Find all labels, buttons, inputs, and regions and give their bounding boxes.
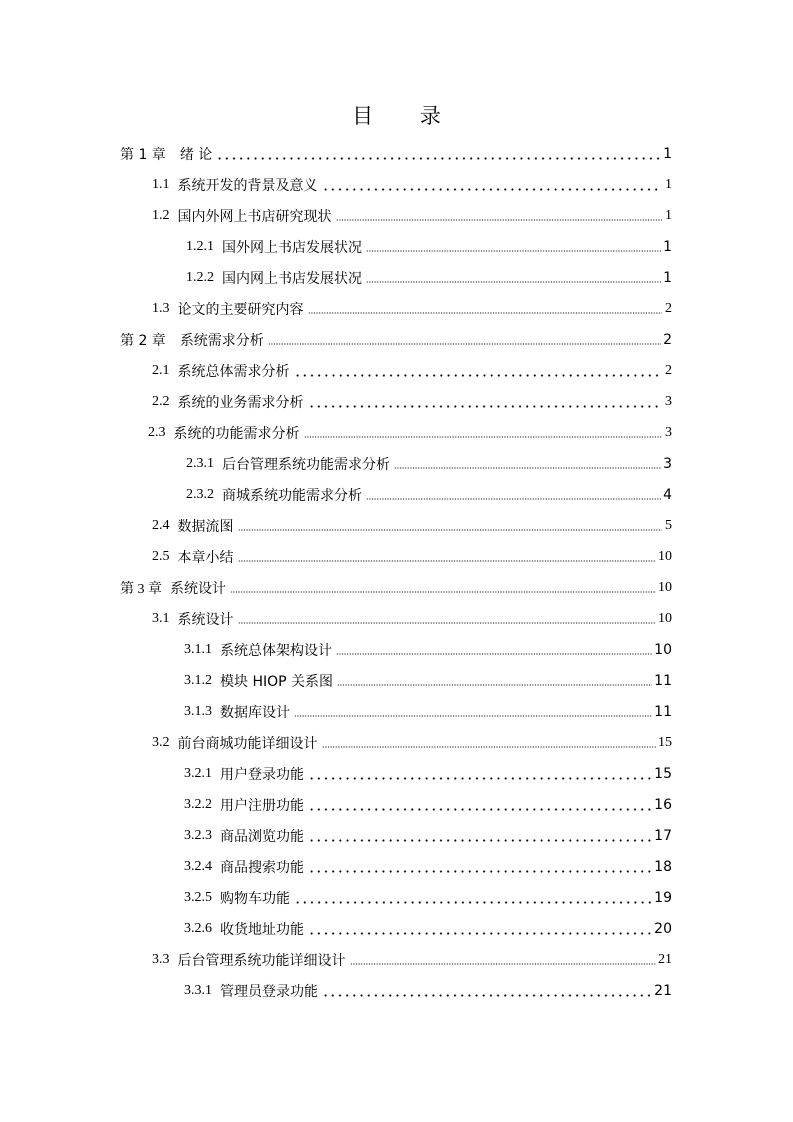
toc-leader <box>308 790 652 820</box>
toc-leader <box>308 387 663 417</box>
toc-leader <box>322 728 657 758</box>
toc-entry-2-2[interactable] <box>152 387 672 417</box>
toc-title: 模块 HIOP 关系图 <box>220 674 334 690</box>
toc-leader <box>268 325 661 355</box>
toc-leader <box>394 449 661 479</box>
toc-leader <box>366 232 661 262</box>
toc-page-number: 1 <box>663 239 672 255</box>
toc-title: 前台商城功能详细设计 <box>177 736 318 752</box>
toc-entry-3-3[interactable] <box>152 945 672 975</box>
toc-entry-2-3[interactable] <box>148 418 672 448</box>
toc-leader <box>308 759 652 789</box>
toc-leader <box>216 139 661 169</box>
toc-number: 第 3 章 <box>120 582 162 597</box>
toc-entry-2-1[interactable] <box>152 356 672 386</box>
toc-number: 2.3 <box>148 425 166 440</box>
toc-page-number: 16 <box>654 797 672 813</box>
toc-page-number: 4 <box>663 487 672 503</box>
toc-number: 2.2 <box>152 394 170 409</box>
toc-entry-2-5[interactable] <box>152 542 672 572</box>
toc-page-number: 15 <box>658 735 672 750</box>
toc-leader <box>336 201 663 231</box>
toc-title: 用户登录功能 <box>220 767 304 783</box>
toc-number: 3.1.3 <box>184 704 212 719</box>
toc-number: 1.2.2 <box>186 270 214 285</box>
toc-number: 3.2.1 <box>184 766 212 781</box>
toc-number: 3.3 <box>152 952 170 967</box>
toc-entry-3-2-2[interactable] <box>184 790 672 820</box>
toc-entry-2-3-1[interactable] <box>186 449 672 479</box>
toc-entry-3-1-2[interactable] <box>184 666 672 696</box>
toc-entry-2-3-2[interactable] <box>186 480 672 510</box>
toc-number: 2.4 <box>152 518 170 533</box>
toc-number: 2.1 <box>152 363 170 378</box>
toc-page-number: 1 <box>663 270 672 286</box>
toc-entry-chapter-2[interactable] <box>120 325 672 355</box>
toc-title: 用户注册功能 <box>220 798 304 814</box>
toc-title: 系统总体架构设计 <box>220 643 332 659</box>
toc-entry-chapter-3[interactable] <box>120 573 672 603</box>
toc-page-number: 11 <box>654 673 672 689</box>
toc-page-number: 20 <box>654 921 672 937</box>
page-title: 目 录 <box>352 104 461 128</box>
toc-title: 管理员登录功能 <box>220 984 318 1000</box>
toc-number: 3.2.2 <box>184 797 212 812</box>
toc-page-number: 15 <box>654 766 672 782</box>
toc-title: 系统开发的背景及意义 <box>177 178 318 194</box>
toc-leader <box>304 418 663 448</box>
toc-page-number: 2 <box>663 332 672 348</box>
toc-title: 商品浏览功能 <box>220 829 304 845</box>
toc-entry-1-1[interactable] <box>152 170 672 200</box>
toc-entry-1-2-1[interactable] <box>186 232 672 262</box>
toc-entry-3-3-1[interactable] <box>184 976 672 1006</box>
toc-number: 3.1 <box>152 611 170 626</box>
toc-title: 数据流图 <box>177 519 234 535</box>
toc-title: 数据库设计 <box>220 705 290 721</box>
toc-page-number: 21 <box>658 952 672 967</box>
toc-number: 2.5 <box>152 549 170 564</box>
toc-title: 购物车功能 <box>220 891 290 907</box>
toc-title: 系统的业务需求分析 <box>177 395 304 411</box>
toc-entry-1-2-2[interactable] <box>186 263 672 293</box>
toc-title: 论文的主要研究内容 <box>177 302 304 318</box>
toc-page-number: 1 <box>665 208 672 223</box>
toc-entry-3-1-1[interactable] <box>184 635 672 665</box>
toc-title: 国内外网上书店研究现状 <box>177 209 332 225</box>
toc-number: 第 2 章 <box>120 333 166 349</box>
toc-entry-3-2-3[interactable] <box>184 821 672 851</box>
toc-entry-3-2-6[interactable] <box>184 914 672 944</box>
toc-leader <box>294 356 663 386</box>
toc-page-number: 1 <box>663 146 672 162</box>
toc-title: 商城系统功能需求分析 <box>222 488 362 504</box>
toc-title: 商品搜索功能 <box>220 860 304 876</box>
toc-entry-3-2-4[interactable] <box>184 852 672 882</box>
toc-leader <box>336 635 652 665</box>
toc-leader <box>230 573 656 603</box>
toc-number: 3.2.5 <box>184 890 212 905</box>
toc-page-number: 18 <box>654 859 672 875</box>
toc-entry-3-2[interactable] <box>152 728 672 758</box>
toc-page-number: 3 <box>663 456 672 472</box>
toc-page-number: 17 <box>654 828 672 844</box>
toc-leader <box>366 480 661 510</box>
toc-page-number: 1 <box>665 177 672 192</box>
toc-title: 后台管理系统功能需求分析 <box>222 457 390 473</box>
toc-leader <box>308 821 652 851</box>
toc-title: 国内网上书店发展状况 <box>222 271 362 287</box>
toc-leader <box>294 883 652 913</box>
toc-number: 3.1.1 <box>184 642 212 657</box>
toc-page-number: 5 <box>665 518 672 533</box>
toc-number: 第 1 章 <box>120 147 166 163</box>
toc-number: 2.3.1 <box>186 456 214 471</box>
toc-page-number: 21 <box>654 983 672 999</box>
toc-page-number: 3 <box>665 394 672 409</box>
toc-leader <box>238 511 663 541</box>
toc-page-number: 3 <box>665 425 672 440</box>
toc-entry-2-4[interactable] <box>152 511 672 541</box>
toc-number: 1.2 <box>152 208 170 223</box>
toc-page-number: 10 <box>654 642 672 658</box>
toc-title: 国外网上书店发展状况 <box>222 240 362 256</box>
toc-title: 本章小结 <box>177 550 234 566</box>
toc-entry-3-2-5[interactable] <box>184 883 672 913</box>
toc-page-number: 11 <box>654 704 672 720</box>
toc-number: 3.2.4 <box>184 859 212 874</box>
toc-number: 1.1 <box>152 177 170 192</box>
toc-number: 3.2 <box>152 735 170 750</box>
toc-page-number: 10 <box>658 580 672 595</box>
toc-leader <box>238 542 657 572</box>
toc-page-number: 2 <box>665 301 672 316</box>
toc-page-number: 2 <box>665 363 672 378</box>
toc-page-number: 19 <box>654 890 672 906</box>
toc-title: 后台管理系统功能详细设计 <box>177 953 346 969</box>
toc-leader <box>322 170 663 200</box>
toc-entry-chapter-1[interactable] <box>120 139 672 169</box>
toc-entry-1-2[interactable] <box>152 201 672 231</box>
toc-number: 3.3.1 <box>184 983 212 998</box>
toc-number: 3.2.6 <box>184 921 212 936</box>
toc-entry-3-1[interactable] <box>152 604 672 634</box>
toc-number: 3.1.2 <box>184 673 212 688</box>
toc-title: 系统需求分析 <box>179 333 264 349</box>
toc-leader <box>366 263 661 293</box>
toc-page-number: 10 <box>658 611 672 626</box>
toc-title: 绪 论 <box>179 147 213 163</box>
toc-leader <box>308 852 652 882</box>
toc-title: 系统设计 <box>170 581 226 597</box>
toc-leader <box>350 945 657 975</box>
toc-leader <box>322 976 652 1006</box>
toc-entry-1-3[interactable] <box>152 294 672 324</box>
toc-number: 1.2.1 <box>186 239 214 254</box>
toc-leader <box>238 604 657 634</box>
toc-leader <box>337 666 652 696</box>
toc-entry-3-1-3[interactable] <box>184 697 672 727</box>
toc-title: 系统的功能需求分析 <box>173 426 300 442</box>
toc-leader <box>308 914 652 944</box>
toc-page-number: 10 <box>658 549 672 564</box>
toc-title: 系统设计 <box>177 612 234 628</box>
toc-entry-3-2-1[interactable] <box>184 759 672 789</box>
toc-number: 1.3 <box>152 301 170 316</box>
toc-title: 收货地址功能 <box>220 922 304 938</box>
toc-leader <box>308 294 663 324</box>
toc-leader <box>294 697 652 727</box>
toc-number: 3.2.3 <box>184 828 212 843</box>
toc-number: 2.3.2 <box>186 487 214 502</box>
toc-title: 系统总体需求分析 <box>177 364 290 380</box>
